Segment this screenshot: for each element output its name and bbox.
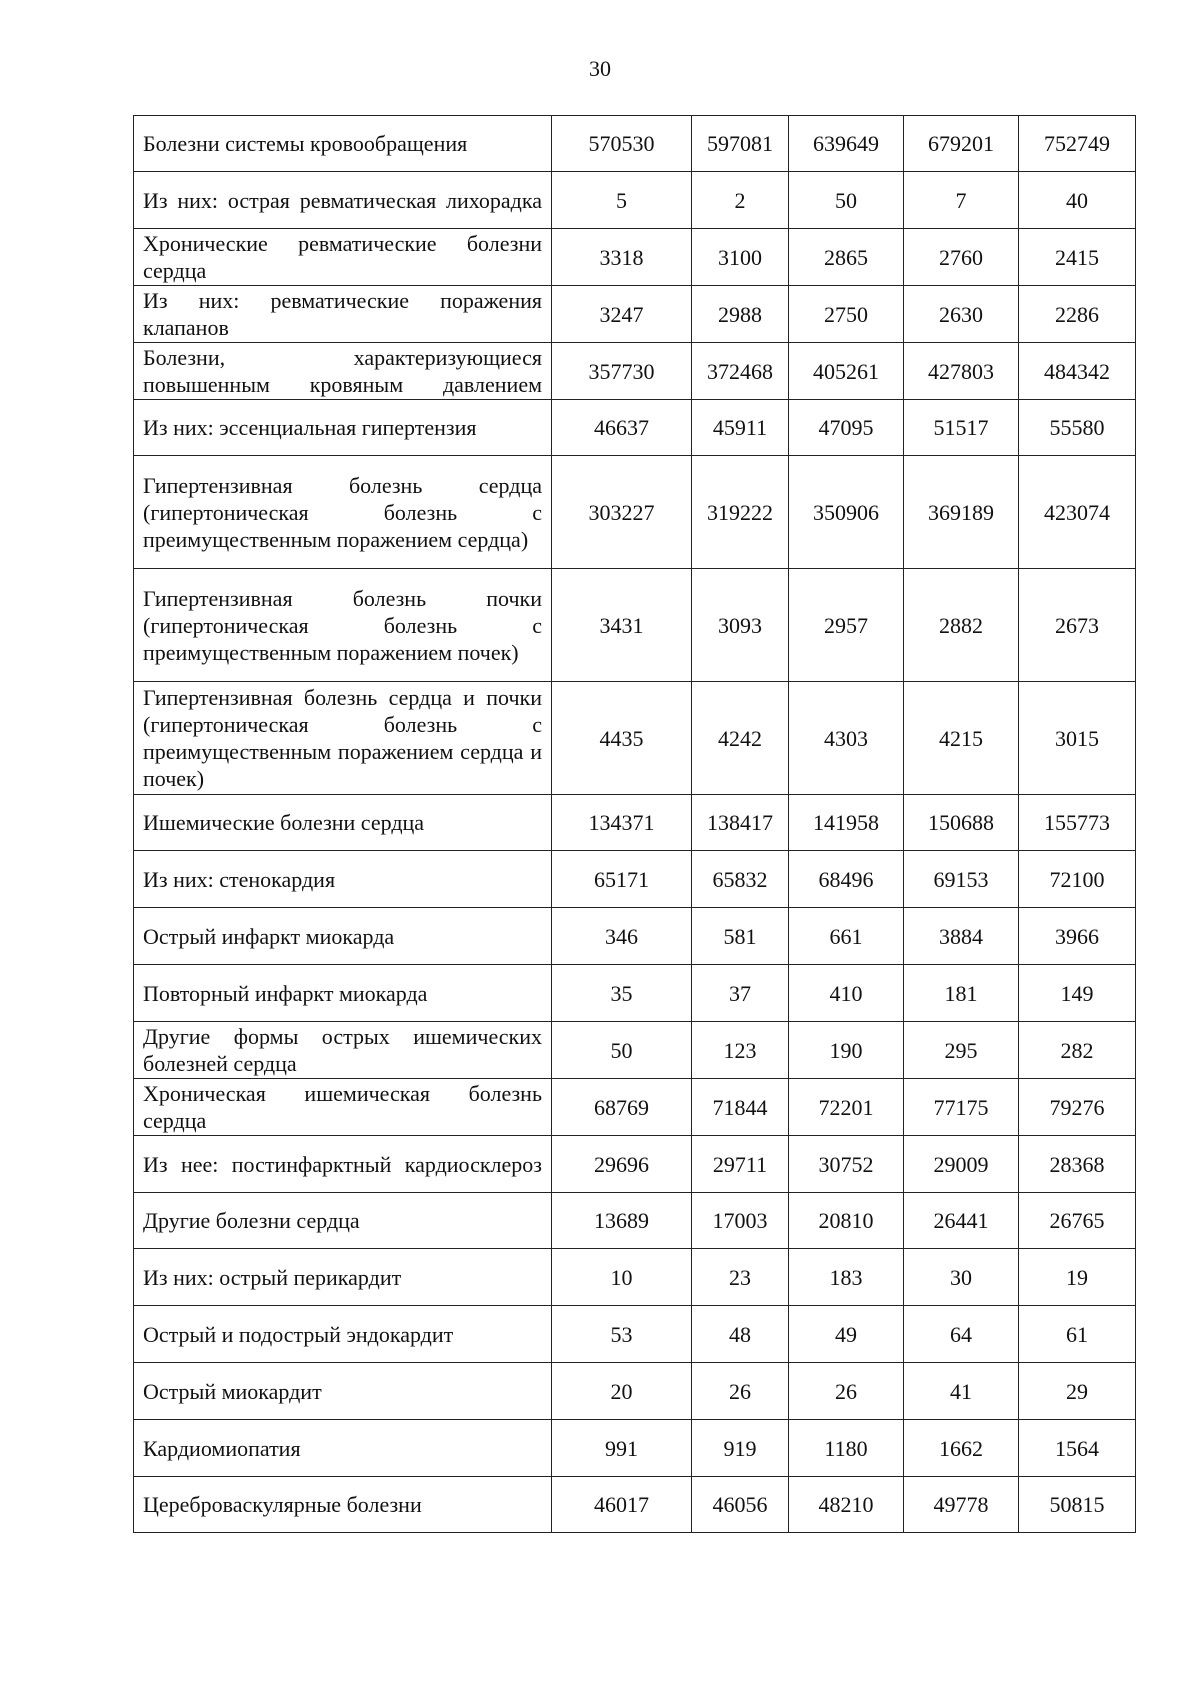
value-cell: 68496 <box>789 851 904 908</box>
table-row <box>134 343 1136 400</box>
value-cell: 46017 <box>552 1477 692 1533</box>
row-label: Острый инфаркт миокарда <box>134 908 552 965</box>
table-row <box>134 286 1136 343</box>
value-cell: 752749 <box>1019 116 1136 172</box>
value-cell: 597081 <box>692 116 789 172</box>
value-cell: 350906 <box>789 456 904 569</box>
value-cell: 65832 <box>692 851 789 908</box>
value-cell: 2630 <box>904 286 1019 343</box>
row-label: Из них: стенокардия <box>134 851 552 908</box>
table-row <box>134 1136 1136 1193</box>
value-cell: 3318 <box>552 229 692 286</box>
row-label: Повторный инфаркт миокарда <box>134 965 552 1022</box>
row-label: Другие болезни сердца <box>134 1193 552 1249</box>
table-row <box>134 1193 1136 1249</box>
value-cell: 50 <box>789 172 904 229</box>
value-cell: 4242 <box>692 682 789 795</box>
value-cell: 20 <box>552 1363 692 1420</box>
value-cell: 77175 <box>904 1079 1019 1136</box>
table-row <box>134 1022 1136 1079</box>
value-cell: 3247 <box>552 286 692 343</box>
table-row <box>134 456 1136 569</box>
table-row <box>134 1477 1136 1533</box>
value-cell: 23 <box>692 1249 789 1306</box>
value-cell: 423074 <box>1019 456 1136 569</box>
value-cell: 19 <box>1019 1249 1136 1306</box>
value-cell: 61 <box>1019 1306 1136 1363</box>
value-cell: 183 <box>789 1249 904 1306</box>
table-row <box>134 172 1136 229</box>
value-cell: 190 <box>789 1022 904 1079</box>
value-cell: 29 <box>1019 1363 1136 1420</box>
value-cell: 40 <box>1019 172 1136 229</box>
table-row <box>134 682 1136 795</box>
row-label: Острый миокардит <box>134 1363 552 1420</box>
value-cell: 49778 <box>904 1477 1019 1533</box>
row-label: Гипертензивная болезнь сердца (гипертоническая болезнь с преимущественным поражением сердца) <box>134 456 552 569</box>
value-cell: 410 <box>789 965 904 1022</box>
table-row <box>134 229 1136 286</box>
value-cell: 71844 <box>692 1079 789 1136</box>
row-label: Хроническая ишемическая болезнь сердца <box>134 1079 552 1136</box>
value-cell: 639649 <box>789 116 904 172</box>
value-cell: 53 <box>552 1306 692 1363</box>
value-cell: 4303 <box>789 682 904 795</box>
value-cell: 46056 <box>692 1477 789 1533</box>
value-cell: 679201 <box>904 116 1019 172</box>
value-cell: 50815 <box>1019 1477 1136 1533</box>
value-cell: 72201 <box>789 1079 904 1136</box>
value-cell: 134371 <box>552 795 692 851</box>
row-label: Острый и подострый эндокардит <box>134 1306 552 1363</box>
value-cell: 4435 <box>552 682 692 795</box>
value-cell: 10 <box>552 1249 692 1306</box>
statistics-table <box>133 115 1136 1533</box>
value-cell: 570530 <box>552 116 692 172</box>
value-cell: 295 <box>904 1022 1019 1079</box>
table-row <box>134 795 1136 851</box>
value-cell: 65171 <box>552 851 692 908</box>
value-cell: 484342 <box>1019 343 1136 400</box>
value-cell: 319222 <box>692 456 789 569</box>
row-label: Болезни, характеризующиеся повышенным кровяным давлением <box>134 343 552 400</box>
value-cell: 919 <box>692 1420 789 1477</box>
value-cell: 405261 <box>789 343 904 400</box>
row-label: Гипертензивная болезнь почки (гипертоническая болезнь с преимущественным поражением почек) <box>134 569 552 682</box>
value-cell: 282 <box>1019 1022 1136 1079</box>
value-cell: 991 <box>552 1420 692 1477</box>
value-cell: 37 <box>692 965 789 1022</box>
row-label: Гипертензивная болезнь сердца и почки (гипертоническая болезнь с преимущественным поражением сердца и почек) <box>134 682 552 795</box>
page-number: 30 <box>589 56 611 81</box>
row-label: Болезни системы кровообращения <box>134 116 552 172</box>
row-label: Из них: ревматические поражения клапанов <box>134 286 552 343</box>
value-cell: 47095 <box>789 400 904 456</box>
value-cell: 30 <box>904 1249 1019 1306</box>
value-cell: 2673 <box>1019 569 1136 682</box>
value-cell: 5 <box>552 172 692 229</box>
row-label: Другие формы острых ишемических болезней сердца <box>134 1022 552 1079</box>
value-cell: 123 <box>692 1022 789 1079</box>
value-cell: 48210 <box>789 1477 904 1533</box>
value-cell: 369189 <box>904 456 1019 569</box>
value-cell: 29009 <box>904 1136 1019 1193</box>
value-cell: 3015 <box>1019 682 1136 795</box>
value-cell: 51517 <box>904 400 1019 456</box>
table-row <box>134 851 1136 908</box>
table-row <box>134 965 1136 1022</box>
value-cell: 2882 <box>904 569 1019 682</box>
value-cell: 28368 <box>1019 1136 1136 1193</box>
value-cell: 1564 <box>1019 1420 1136 1477</box>
value-cell: 150688 <box>904 795 1019 851</box>
row-label: Из них: острая ревматическая лихорадка <box>134 172 552 229</box>
table-row <box>134 1306 1136 1363</box>
value-cell: 17003 <box>692 1193 789 1249</box>
value-cell: 3093 <box>692 569 789 682</box>
value-cell: 30752 <box>789 1136 904 1193</box>
row-label: Цереброваскулярные болезни <box>134 1477 552 1533</box>
table-row <box>134 1079 1136 1136</box>
value-cell: 3966 <box>1019 908 1136 965</box>
value-cell: 45911 <box>692 400 789 456</box>
value-cell: 346 <box>552 908 692 965</box>
table-row <box>134 1363 1136 1420</box>
value-cell: 55580 <box>1019 400 1136 456</box>
value-cell: 2415 <box>1019 229 1136 286</box>
value-cell: 48 <box>692 1306 789 1363</box>
value-cell: 2286 <box>1019 286 1136 343</box>
value-cell: 26 <box>789 1363 904 1420</box>
value-cell: 41 <box>904 1363 1019 1420</box>
value-cell: 72100 <box>1019 851 1136 908</box>
value-cell: 1662 <box>904 1420 1019 1477</box>
value-cell: 50 <box>552 1022 692 1079</box>
value-cell: 661 <box>789 908 904 965</box>
value-cell: 26441 <box>904 1193 1019 1249</box>
table-row <box>134 1420 1136 1477</box>
value-cell: 2957 <box>789 569 904 682</box>
table-row <box>134 1249 1136 1306</box>
row-label: Из них: эссенциальная гипертензия <box>134 400 552 456</box>
value-cell: 13689 <box>552 1193 692 1249</box>
value-cell: 26 <box>692 1363 789 1420</box>
value-cell: 3884 <box>904 908 1019 965</box>
value-cell: 427803 <box>904 343 1019 400</box>
value-cell: 20810 <box>789 1193 904 1249</box>
value-cell: 2 <box>692 172 789 229</box>
table-row <box>134 569 1136 682</box>
value-cell: 2750 <box>789 286 904 343</box>
value-cell: 35 <box>552 965 692 1022</box>
row-label: Из нее: постинфарктный кардиосклероз <box>134 1136 552 1193</box>
value-cell: 149 <box>1019 965 1136 1022</box>
value-cell: 69153 <box>904 851 1019 908</box>
value-cell: 155773 <box>1019 795 1136 851</box>
value-cell: 138417 <box>692 795 789 851</box>
value-cell: 29711 <box>692 1136 789 1193</box>
value-cell: 357730 <box>552 343 692 400</box>
value-cell: 2988 <box>692 286 789 343</box>
value-cell: 46637 <box>552 400 692 456</box>
row-label: Хронические ревматические болезни сердца <box>134 229 552 286</box>
table-body <box>134 116 1136 1533</box>
value-cell: 29696 <box>552 1136 692 1193</box>
value-cell: 2760 <box>904 229 1019 286</box>
table-row <box>134 908 1136 965</box>
value-cell: 68769 <box>552 1079 692 1136</box>
value-cell: 49 <box>789 1306 904 1363</box>
value-cell: 1180 <box>789 1420 904 1477</box>
value-cell: 79276 <box>1019 1079 1136 1136</box>
row-label: Ишемические болезни сердца <box>134 795 552 851</box>
value-cell: 181 <box>904 965 1019 1022</box>
value-cell: 141958 <box>789 795 904 851</box>
row-label: Из них: острый перикардит <box>134 1249 552 1306</box>
table-row <box>134 116 1136 172</box>
value-cell: 3100 <box>692 229 789 286</box>
value-cell: 64 <box>904 1306 1019 1363</box>
value-cell: 4215 <box>904 682 1019 795</box>
value-cell: 303227 <box>552 456 692 569</box>
value-cell: 3431 <box>552 569 692 682</box>
value-cell: 581 <box>692 908 789 965</box>
value-cell: 2865 <box>789 229 904 286</box>
value-cell: 7 <box>904 172 1019 229</box>
table-row <box>134 400 1136 456</box>
row-label: Кардиомиопатия <box>134 1420 552 1477</box>
value-cell: 26765 <box>1019 1193 1136 1249</box>
value-cell: 372468 <box>692 343 789 400</box>
